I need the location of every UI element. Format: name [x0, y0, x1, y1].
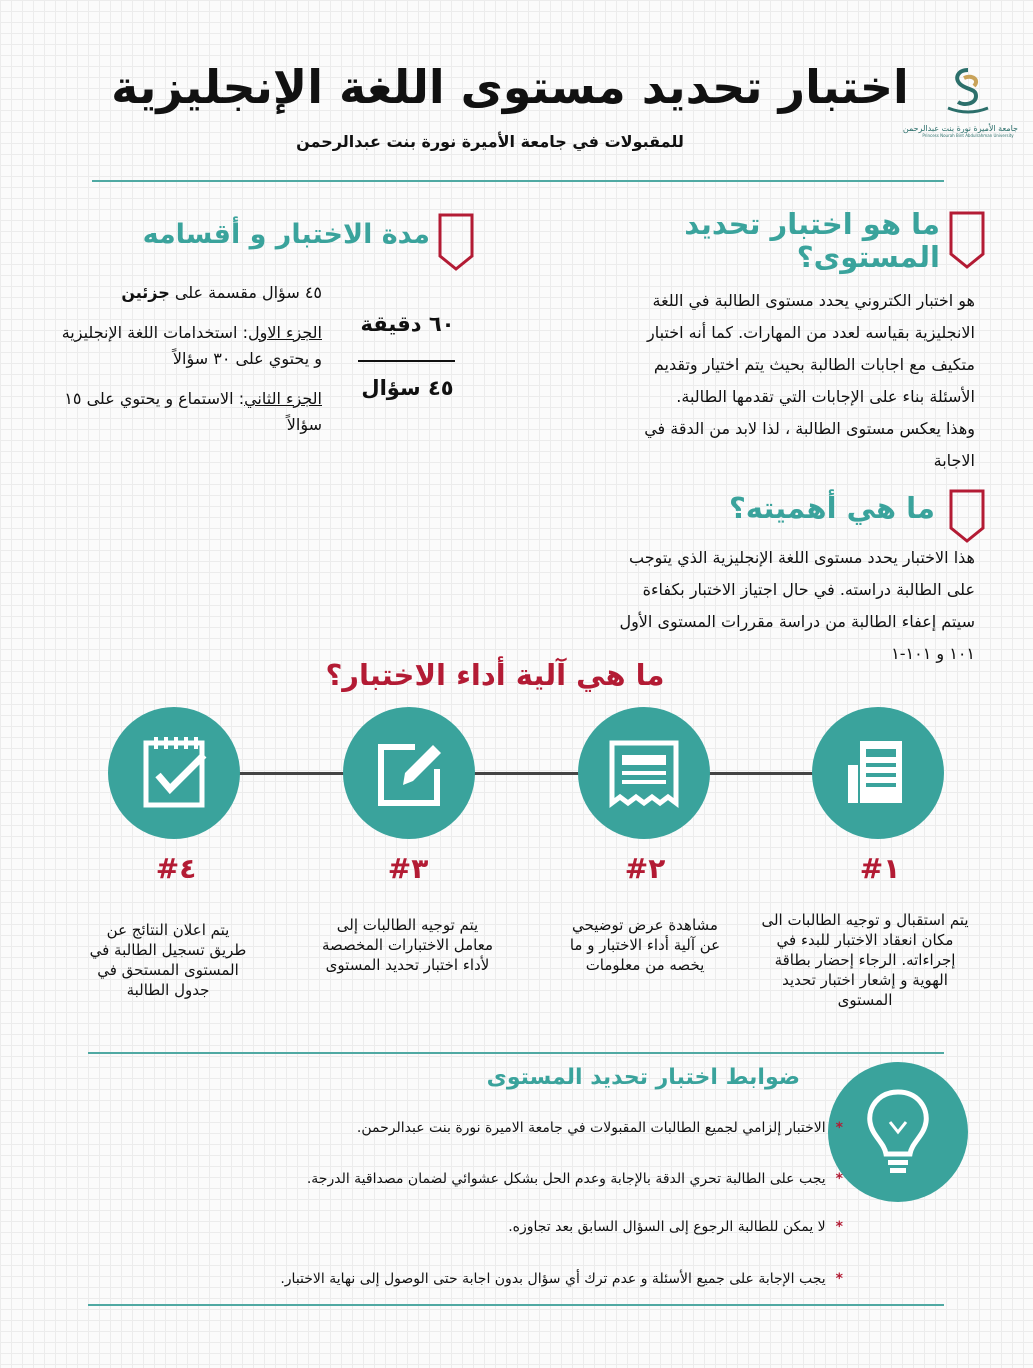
university-logo	[902, 64, 1018, 154]
section-marker-icon	[437, 212, 475, 272]
what-is-body	[560, 285, 975, 477]
header-divider	[92, 180, 944, 182]
step-two-text: مشاهدة عرض توضيحي عن آلية أداء الاختبار و ما يخصه من معلومات	[569, 916, 721, 974]
what-is-line: متكيف مع اجابات الطالبة بحيث يتم اختيار وتقديم	[653, 355, 975, 374]
parts-count: جزئين	[121, 283, 170, 302]
step-one-text: يتم استقبال و توجيه الطالبات الى مكان انعقاد الاختبار للبدء في إجراءاته. الرجاء إحضار بطاقة الهوية و إشعار اختبار تحديد المستوى	[761, 911, 969, 1009]
duration-heading: مدة الاختبار و أقسامه	[142, 219, 430, 250]
section-marker-icon	[948, 210, 986, 270]
part-two	[52, 386, 322, 438]
step-four-circle	[108, 707, 240, 839]
step-two-number: #٢	[624, 852, 666, 885]
duration-minutes: ٦٠ دقيقة	[360, 312, 455, 336]
rule-item	[203, 1120, 843, 1136]
mechanism-heading: ما هي آلية أداء الاختبار؟	[325, 658, 665, 692]
importance-line: هذا الاختبار يحدد مستوى اللغة الإنجليزية الذي يتوجب	[628, 548, 975, 567]
importance-line: ١٠١ و ١٠١-١	[891, 644, 975, 663]
edit-icon	[343, 707, 475, 839]
duration-questions: ٤٥ سؤال	[361, 376, 454, 400]
duration-details	[52, 280, 322, 438]
steps-connector	[170, 772, 880, 775]
rule-text: الاختبار إلزامي لجميع الطالبات المقبولات في جامعة الاميرة نورة بنت عبدالرحمن.	[356, 1120, 826, 1136]
rules-divider-top	[88, 1052, 944, 1054]
rules-heading: ضوابط اختبار تحديد المستوى	[486, 1065, 800, 1090]
what-is-line: الأسئلة بناء على الإجابات التي تقدمها الطالبة.	[676, 387, 975, 406]
step-three-text: يتم توجيه الطالبات إلى معامل الاختبارات المخصصة لأداء اختبار تحديد المستوى	[321, 916, 494, 974]
clipboard-check-icon	[108, 707, 240, 839]
rule-bullet: *	[835, 1219, 843, 1235]
logo-emblem-icon	[918, 64, 1018, 120]
part-two-label: الجزء الثاني	[244, 389, 322, 408]
step-four-number: #٤	[155, 852, 197, 885]
importance-body	[540, 542, 975, 670]
what-is-line: الانجليزية بقياسه لعدد من المهارات. كما أنه اختبار	[647, 323, 975, 342]
parts-summary-text: ٤٥ سؤال مقسمة على	[174, 283, 322, 302]
logo-text-ar: جامعة الأميرة نورة بنت عبدالرحمن	[902, 124, 1018, 133]
importance-line: على الطالبة دراسته. في حال اجتياز الاختبار بكفاءة	[642, 580, 975, 599]
step-two-circle	[578, 707, 710, 839]
part-one-text: : استخدامات اللغة الإنجليزية و يحتوي على ٣٠ سؤالاً	[61, 323, 322, 368]
logo-text-en: Princess Nourah Bint Abdulrahman University	[922, 133, 1014, 138]
newspaper-icon	[812, 707, 944, 839]
what-is-heading: ما هو اختبار تحديد المستوى؟	[684, 207, 940, 274]
rule-item	[203, 1219, 843, 1235]
step-one-circle	[812, 707, 944, 839]
step-three-circle	[343, 707, 475, 839]
part-one	[52, 320, 322, 372]
part-two-text: : الاستماع و يحتوي على ١٥ سؤالاً	[64, 389, 322, 434]
lightbulb-icon	[828, 1062, 968, 1202]
step-four-text: يتم اعلان النتائج عن طريق تسجيل الطالبة في المستوى المستحق في جدول الطالبة	[89, 921, 247, 999]
page-title: اختبار تحديد مستوى اللغة الإنجليزية	[111, 60, 909, 114]
what-is-line: وهذا يعكس مستوى الطالبة ، لذا لابد من الدقة في	[644, 419, 975, 438]
rule-bullet: *	[835, 1271, 843, 1287]
importance-line: سيتم إعفاء الطالبة من دراسة مقررات المستوى الأول	[619, 612, 975, 631]
page-subtitle: للمقبولات في جامعة الأميرة نورة بنت عبدالرحمن	[296, 132, 684, 151]
parts-summary	[52, 280, 322, 306]
rule-item	[203, 1271, 843, 1287]
section-marker-icon	[948, 488, 986, 544]
duration-divider	[358, 360, 455, 362]
receipt-icon	[578, 707, 710, 839]
part-one-label: الجزء الاول	[247, 323, 322, 342]
rules-lightbulb-circle	[828, 1062, 968, 1202]
rule-bullet: *	[835, 1120, 843, 1136]
step-one-number: #١	[859, 852, 901, 885]
what-is-line: الاجابة	[933, 451, 975, 470]
rule-bullet: *	[835, 1171, 843, 1187]
rule-text: يجب الإجابة على جميع الأسئلة و عدم ترك أي سؤال بدون اجابة حتى الوصول إلى نهاية الاختبار.	[280, 1271, 826, 1287]
importance-heading: ما هي أهميته؟	[728, 491, 935, 525]
step-three-number: #٣	[387, 852, 429, 885]
what-is-line: هو اختبار الكتروني يحدد مستوى الطالبة في اللغة	[652, 291, 975, 310]
rules-divider-bottom	[88, 1304, 944, 1306]
rule-text: يجب على الطالبة تحري الدقة بالإجابة وعدم الحل بشكل عشوائي لضمان مصداقية الدرجة.	[306, 1171, 826, 1187]
rule-text: لا يمكن للطالبة الرجوع إلى السؤال السابق بعد تجاوزه.	[508, 1219, 826, 1235]
rule-item	[203, 1171, 843, 1187]
